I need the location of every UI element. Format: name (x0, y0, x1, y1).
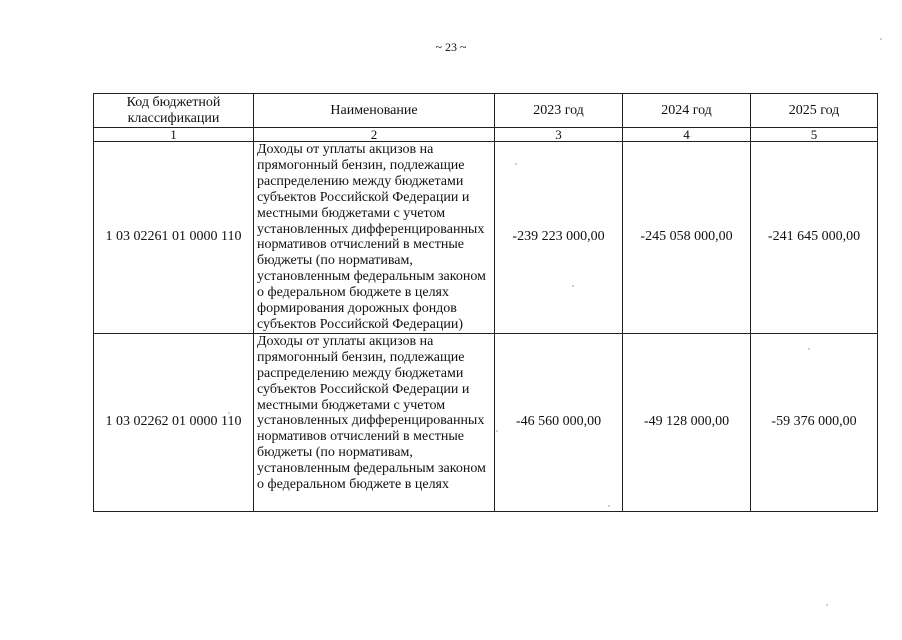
row-amount-2023: -239 223 000,00 (495, 142, 623, 334)
scan-speck (572, 285, 574, 287)
header-2024: 2024 год (623, 94, 751, 128)
table-row (94, 142, 878, 334)
column-number: 3 (495, 128, 623, 142)
table-header-row (94, 94, 878, 128)
scan-speck (496, 430, 498, 432)
row-amount-2023: -46 560 000,00 (495, 333, 623, 511)
column-number-row (94, 128, 878, 142)
row-amount-2024: -49 128 000,00 (623, 333, 751, 511)
page-number: ~ 23 ~ (435, 40, 467, 54)
header-code: Код бюджетной классификации (94, 94, 254, 128)
row-name-cell (254, 333, 495, 511)
row-amount-2025: -59 376 000,00 (751, 333, 878, 511)
scan-speck (808, 348, 810, 350)
column-number: 1 (94, 128, 254, 142)
column-number: 2 (254, 128, 495, 142)
column-number: 5 (751, 128, 878, 142)
row-code: 1 03 02262 01 0000 110 (94, 333, 254, 511)
scan-speck (515, 163, 517, 165)
scan-speck (826, 604, 828, 606)
row-name: Доходы от уплаты акцизов на прямогонный бензин, подлежащие распределению между бюджетами субъектов Российской Федерации и местными бюджетами с учетом установленных дифференцированных нормативов отчислений в местные бюджеты (по нормативам, установленным федеральным законом о федеральном бюджете в целях (257, 333, 486, 493)
column-number: 4 (623, 128, 751, 142)
header-2025: 2025 год (751, 94, 878, 128)
header-name: Наименование (254, 94, 495, 128)
budget-table (93, 93, 878, 512)
scan-speck (880, 38, 882, 40)
row-name: Доходы от уплаты акцизов на прямогонный бензин, подлежащие распределению между бюджетами субъектов Российской Федерации и местными бюджетами с учетом установленных дифференцированных нормативов отчислений в местные бюджеты (по нормативам, установленным федеральным законом о федеральном бюджете в целях формирования дорожных фондов субъектов Российской Федерации) (254, 142, 495, 334)
row-code: 1 03 02261 01 0000 110 (94, 142, 254, 334)
scan-speck (228, 412, 230, 414)
row-amount-2025: -241 645 000,00 (751, 142, 878, 334)
scan-speck (608, 505, 610, 507)
table-row (94, 333, 878, 511)
header-2023: 2023 год (495, 94, 623, 128)
row-amount-2024: -245 058 000,00 (623, 142, 751, 334)
